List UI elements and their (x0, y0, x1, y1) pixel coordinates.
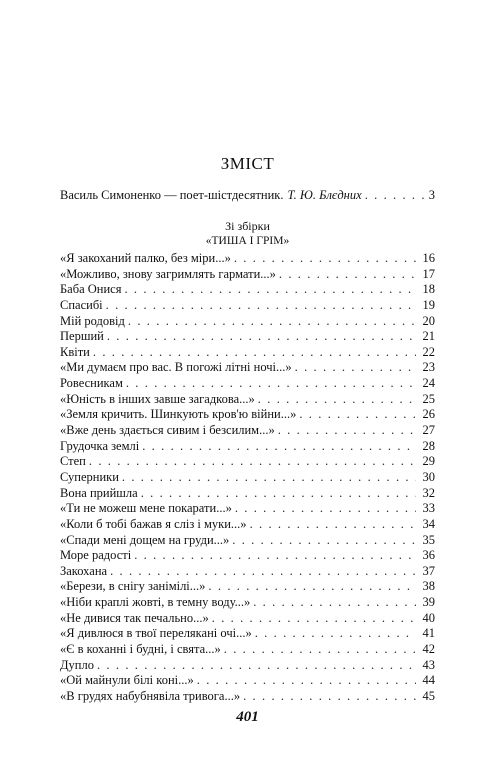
dot-leader (141, 486, 416, 501)
dot-leader (250, 517, 416, 532)
toc-entry (60, 626, 435, 642)
intro-entry (60, 188, 435, 203)
toc-entry-page: 32 (422, 485, 435, 500)
toc-entry-page: 21 (422, 329, 435, 344)
toc-entry-title: Мій родовід (60, 313, 125, 328)
toc-entry (60, 423, 435, 439)
dot-leader (299, 407, 416, 422)
toc-entry-page: 28 (422, 438, 435, 453)
section-heading-subtitle: «ТИША І ГРІМ» (205, 235, 290, 247)
toc-entry (60, 407, 435, 423)
toc-entry-title: «Земля кричить. Шинкують кров'ю війни...» (60, 407, 297, 422)
toc-entry-title: «Ой майнули білі коні...» (60, 673, 194, 688)
toc-entry (60, 329, 435, 345)
toc-entry-page: 37 (422, 563, 435, 578)
dot-leader (122, 470, 416, 485)
toc-entry (60, 533, 435, 549)
toc-entry (60, 611, 435, 627)
page-title: ЗМІСТ (220, 154, 275, 173)
toc-entry (60, 579, 435, 595)
toc-entry-title: «В грудях набубнявіла тривога...» (60, 688, 241, 703)
toc-entry-title: «Коли б тобі бажав я сліз і муки...» (60, 516, 247, 531)
toc-entry-title: «Ти не можеш мене покарати...» (60, 501, 232, 516)
toc-entry-page: 19 (422, 297, 435, 312)
dot-leader (295, 360, 416, 375)
toc-entry (60, 517, 435, 533)
dot-leader (279, 267, 416, 282)
toc-entry-page: 18 (422, 282, 435, 297)
toc-entry-title: Перший (60, 329, 104, 344)
toc-entry-page: 22 (422, 344, 435, 359)
intro-entry-page: 3 (428, 188, 435, 202)
toc-entry-page: 42 (422, 642, 435, 657)
toc-entry-title: Суперники (60, 469, 119, 484)
dot-leader (258, 392, 416, 407)
toc-entry-title: «Не дивися так печально...» (60, 610, 209, 625)
dot-leader (243, 689, 416, 704)
toc-entry-title: «Ми думаєм про вас. В погожі літні ночі...» (60, 360, 292, 375)
toc-entry-title: Закохана (60, 563, 108, 578)
toc-entry-page: 29 (422, 454, 435, 469)
toc-entry-page: 41 (422, 626, 435, 641)
toc-entry-page: 16 (422, 251, 435, 265)
toc-entry-title: «Ніби краплі жовті, в темну воду...» (60, 595, 251, 610)
dot-leader (124, 282, 416, 297)
toc-entry-page: 36 (422, 548, 435, 563)
intro-entry-author: Т. Ю. Блєдних (287, 188, 362, 202)
toc-entry-title: «Я закоханий палко, без міри...» (60, 251, 231, 265)
dot-leader (255, 626, 416, 641)
toc-entry-page: 43 (422, 657, 435, 672)
dot-leader (134, 548, 416, 563)
page-number: 401 (236, 709, 259, 725)
toc-entry-title: Вона прийшла (60, 485, 138, 500)
toc-entry (60, 486, 435, 502)
section-heading (0, 219, 495, 249)
dot-leader (197, 673, 416, 688)
dot-leader (224, 642, 416, 657)
toc-entry-page: 24 (422, 376, 435, 391)
toc-entry-page: 27 (422, 423, 435, 438)
toc-entry-title: Баба Онися (60, 282, 122, 297)
section-heading-label: Зі збірки (225, 219, 270, 233)
toc-entry (60, 548, 435, 564)
toc-entry (60, 439, 435, 455)
toc-entry (60, 642, 435, 658)
toc-entry (60, 454, 435, 470)
toc-entry-page: 23 (422, 360, 435, 375)
toc-entry (60, 501, 435, 517)
dot-leader (208, 579, 416, 594)
dot-leader (142, 439, 416, 454)
toc-entry (60, 251, 435, 267)
toc-entry-page: 39 (422, 595, 435, 610)
toc-entry-page: 45 (422, 688, 435, 703)
toc-entry-page: 38 (422, 579, 435, 594)
toc-entry (60, 658, 435, 674)
dot-leader (107, 329, 416, 344)
toc-entry-page: 35 (422, 532, 435, 547)
toc-entry-title: «Вже день здається сивим і безсилим...» (60, 423, 275, 438)
dot-leader (235, 501, 416, 516)
toc-entry-title: Ровесникам (60, 376, 123, 391)
toc-entry-page: 44 (422, 673, 435, 688)
toc-entry-title: Море радості (60, 548, 132, 563)
toc-entry (60, 673, 435, 689)
toc-entry (60, 595, 435, 611)
toc-entry-title: Степ (60, 454, 86, 469)
toc-entry-title: Спасибі (60, 297, 103, 312)
toc-entry-page: 40 (422, 610, 435, 625)
dot-leader (106, 298, 416, 313)
toc-entry (60, 298, 435, 314)
toc-entry (60, 392, 435, 408)
toc-entry-title: «Спади мені дощем на груди...» (60, 532, 230, 547)
toc-entry-page: 20 (422, 313, 435, 328)
dot-leader (89, 454, 416, 469)
dot-leader (93, 345, 416, 360)
toc-entry (60, 314, 435, 330)
toc-list (60, 251, 435, 705)
dot-leader (365, 188, 426, 203)
toc-entry-page: 30 (422, 469, 435, 484)
toc-entry (60, 470, 435, 486)
dot-leader (253, 595, 416, 610)
dot-leader (128, 314, 416, 329)
toc-entry (60, 267, 435, 283)
toc-entry-page: 26 (422, 407, 435, 422)
toc-entry-title: «Юність в інших завше загадкова...» (60, 391, 255, 406)
toc-entry-title: «Можливо, знову загримлять гармати...» (60, 266, 276, 281)
toc-entry-title: «Є в коханні і будні, і свята...» (60, 642, 221, 657)
toc-entry (60, 689, 435, 705)
toc-entry-title: «Берези, в снігу занімілі...» (60, 579, 206, 594)
toc-entry-title: «Я дивлюся в твої перелякані очі...» (60, 626, 252, 641)
toc-entry-page: 34 (422, 516, 435, 531)
toc-entry-page: 33 (422, 501, 435, 516)
dot-leader (97, 658, 416, 673)
toc-entry (60, 282, 435, 298)
dot-leader (212, 611, 416, 626)
toc-entry (60, 345, 435, 361)
toc-entry-page: 17 (422, 266, 435, 281)
toc-entry-title: Квіти (60, 344, 90, 359)
toc-entry (60, 376, 435, 392)
toc-entry-page: 25 (422, 391, 435, 406)
toc-entry-title: Грудочка землі (60, 438, 140, 453)
toc-entry-title: Дупло (60, 657, 94, 672)
dot-leader (234, 251, 416, 266)
dot-leader (232, 533, 416, 548)
dot-leader (126, 376, 416, 391)
dot-leader (278, 423, 416, 438)
toc-entry (60, 564, 435, 580)
intro-entry-text: Василь Симоненко — поет-шістдесятник. (60, 188, 284, 202)
dot-leader (110, 564, 416, 579)
toc-entry (60, 360, 435, 376)
